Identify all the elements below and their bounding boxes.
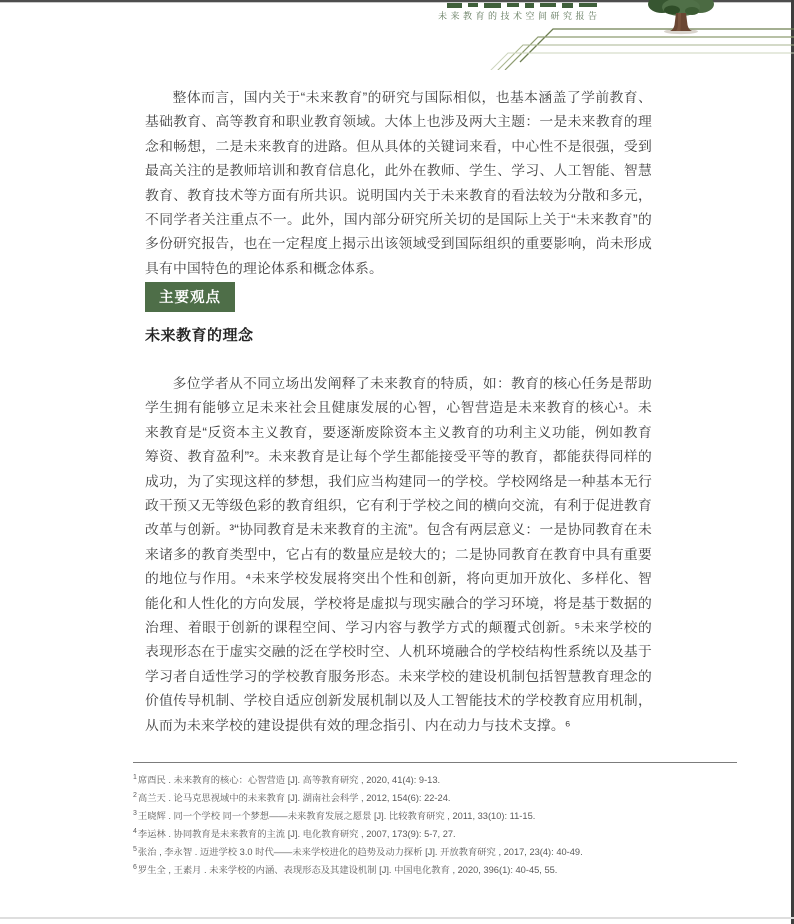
footnote-number: 6 [133,864,137,872]
footnote-text: 张治 , 李永智 . 迈进学校 3.0 时代——未来学校进化的趋势及动力探析 [J]. 开放教育研究 , 2017, 23(4): 40-49. [137,847,583,858]
report-title: 未来教育的技术空间研究报告 [438,11,601,21]
footnote-number: 4 [133,828,137,836]
footnote-number: 5 [133,846,137,854]
page-bottom-divider [0,917,794,919]
footnote-number: 1 [133,774,137,781]
footnote-text: 席酉民 . 未来教育的核心：心智营造 [J]. 高等教育研究 , 2020, 41(4): 9-13. [137,775,441,786]
footnotes-block [133,770,753,879]
footnote-number: 3 [133,810,137,818]
footnote-item [133,770,753,788]
footnote-text: 李运林 . 协同教育是未来教育的主流 [J]. 电化教育研究 , 2007, 173(9): 5-7, 27. [137,829,456,840]
subheading-future-education-concept: 未来教育的理念 [145,327,254,344]
tree-icon [645,0,717,38]
footnote-number: 2 [133,792,137,800]
paragraph-overview: 整体而言，国内关于“未来教育”的研究与国际相似，也基本涵盖了学前教育、基础教育、高等教育和职业教育领域。大体上也涉及两大主题：一是未来教育的理念和畅想，二是未来教育的进路。但从具体的关键词来看，中心性不是很强，受到最高关注的是教师培训和教育信息化，此外在教师、学生、学习、人工智能、智慧教育、教育技术等方面有所共识。说明国内关于未来教育的看法较为分散和多元，不同学者关注重点不一。此外，国内部分研究所关切的是国际上关于“未来教育”的多份研究报告，也在一定程度上揭示出该领域受到国际组织的重要影响，尚未形成具有中国特色的理论体系和概念体系。 [145,90,652,276]
footnote-text: 高兰天 . 论马克思视域中的未来教育 [J]. 湖南社会科学 , 2012, 154(6): 22-24. [137,793,451,804]
section-badge-main-points: 主要观点 [145,282,235,312]
clipped-header-title [447,3,597,8]
footnote-text: 王晓辉 . 同一个学校 同一个梦想——未来教育发展之愿景 [J]. 比较教育研究 , 2011, 33(10): 11-15. [137,811,536,822]
footnote-item [133,824,753,842]
paragraph-main-points: 多位学者从不同立场出发阐释了未来教育的特质，如：教育的核心任务是帮助学生拥有能够立足未来社会且健康发展的心智，心智营造是未来教育的核心¹。未来教育是“反资本主义教育，要逐渐废除资本主义教育的功利主义功能，例如教育筹资、教育盈利”²。未来教育是让每个学生都能接受平等的教育，都能获得同样的成功，为了实现这样的梦想，我们应当构建同一的学校。学校网络是一种基本无行政干预又无等级色彩的教育组织，它有利于学校之间的横向交流，有利于促进教育改革与创新。³“协同教育是未来教育的主流”。包含有两层意义：一是协同教育在未来诸多的教育类型中，它占有的数量应是较大的；二是协同教育在教育中具有重要的地位与作用。⁴未来学校发展将突出个性和创新，将向更加开放化、多样化、智能化和人性化的方向发展，学校将是虚拟与现实融合的学习环境，将是基于数据的治理、着眼于创新的课程空间、学习内容与教学方式的颠覆式创新。⁵未来学校的表现形态在于虚实交融的泛在学校时空、人机环境融合的学校结构性系统以及基于学习者自适性学习的学校教育服务形态。未来学校的建设机制包括智慧教育理念的价值传导机制、学校自适应创新发展机制以及人工智能技术的学校教育应用机制，从而为未来学校的建设提供有效的理念指引、内在动力与技术支撑。⁶ [145,376,652,733]
footnote-separator [133,762,737,763]
footnote-text: 罗生全 , 王素月 . 未来学校的内涵、表现形态及其建设机制 [J]. 中国电化教育 , 2020, 396(1): 40-45, 55. [137,865,558,876]
footnote-item [133,860,753,878]
footnote-item [133,806,753,824]
footnote-item [133,842,753,860]
footnote-item [133,788,753,806]
